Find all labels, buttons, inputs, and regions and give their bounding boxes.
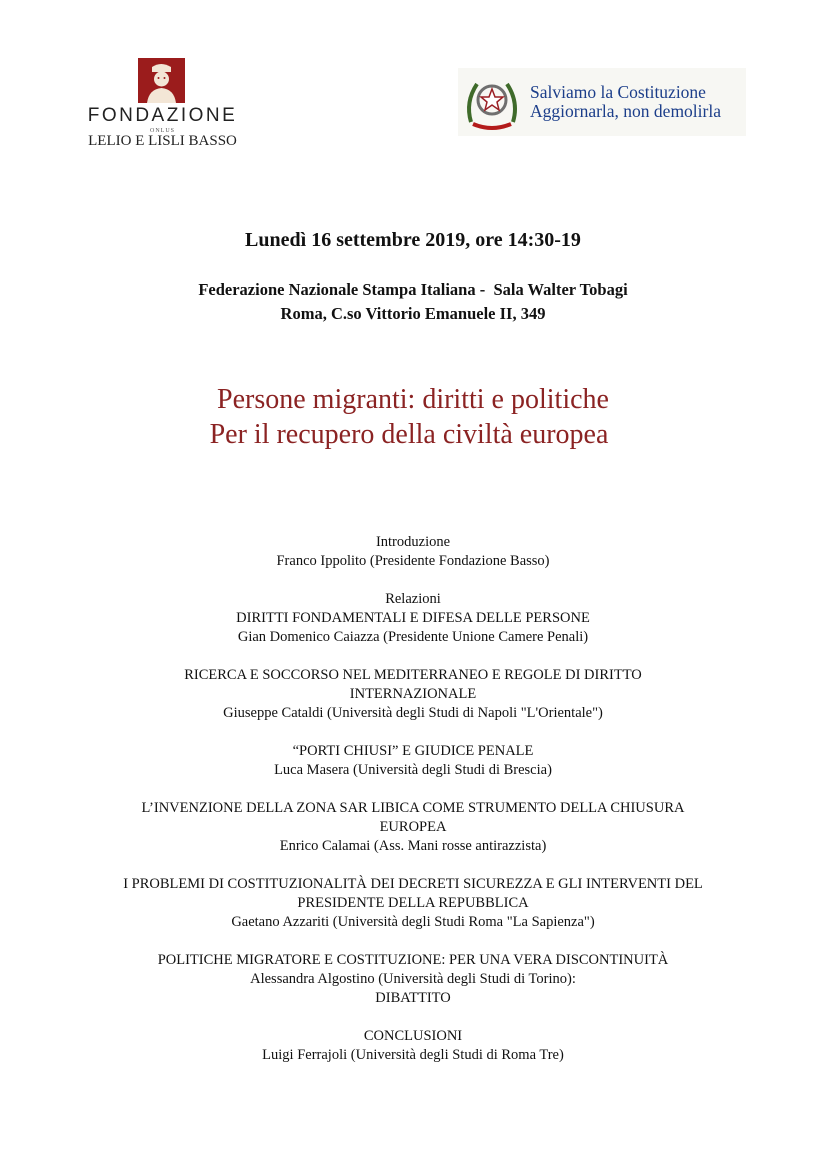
spacer <box>0 856 826 875</box>
program <box>0 533 826 1065</box>
talk1-speaker: Gian Domenico Caiazza (Presidente Unione Camere Penali) <box>237 629 589 645</box>
talk3-title: “PORTI CHIUSI” E GIUDICE PENALE <box>292 743 534 759</box>
salviamo-costituzione-logo <box>458 68 746 136</box>
logo-names-text: LELIO E LISLI BASSO <box>88 133 237 149</box>
event-headline <box>0 382 826 452</box>
spacer <box>0 1008 826 1027</box>
spacer <box>0 571 826 590</box>
talk5-title-line2: PRESIDENTE DELLA REPUBBLICA <box>297 895 529 911</box>
relazioni-label: Relazioni <box>385 591 441 607</box>
talk3-speaker: Luca Masera (Università degli Studi di Brescia) <box>274 762 552 778</box>
spacer <box>0 647 826 666</box>
talk6-speaker: Alessandra Algostino (Università degli Studi di Torino): <box>250 971 576 987</box>
talk4-title-line2: EUROPEA <box>379 819 447 835</box>
fondazione-basso-logo <box>80 55 245 150</box>
intro-label: Introduzione <box>375 534 451 550</box>
talk6-title: POLITICHE MIGRATORE E COSTITUZIONE: PER UNA VERA DISCONTINUITÀ <box>157 952 669 968</box>
headline-line2: Per il recupero della civiltà europea <box>209 419 609 450</box>
dibattito: DIBATTITO <box>375 990 451 1006</box>
conclusions-speaker: Luigi Ferrajoli (Università degli Studi di Roma Tre) <box>262 1047 564 1063</box>
logo-slogan-line1: Salviamo la Costituzione <box>530 82 706 102</box>
talk2-speaker: Giuseppe Cataldi (Università degli Studi di Napoli "L'Orientale") <box>223 705 603 721</box>
portrait-icon <box>138 58 185 103</box>
venue-line2: Roma, C.so Vittorio Emanuele II, 349 <box>280 304 546 323</box>
logo-slogan-line2: Aggiornarla, non demolirla <box>530 101 721 121</box>
logo-foundation-text: FONDAZIONE <box>87 105 238 126</box>
talk5-title-line1: I PROBLEMI DI COSTITUZIONALITÀ DEI DECRETI SICUREZZA E GLI INTERVENTI DEL <box>123 876 703 892</box>
event-venue <box>0 278 826 326</box>
spacer <box>0 723 826 742</box>
logo-onlus-text: ONLUS <box>149 128 175 134</box>
talk1-title: DIRITTI FONDAMENTALI E DIFESA DELLE PERSONE <box>236 610 590 626</box>
event-date-time: Lunedì 16 settembre 2019, ore 14:30-19 <box>245 229 581 251</box>
venue-line1: Federazione Nazionale Stampa Italiana - Sala Walter Tobagi <box>198 280 628 299</box>
intro-speaker: Franco Ippolito (Presidente Fondazione Basso) <box>276 553 550 569</box>
conclusions-label: CONCLUSIONI <box>363 1028 463 1044</box>
talk2-title-line2: INTERNAZIONALE <box>349 686 477 702</box>
italian-emblem-icon <box>461 72 523 134</box>
spacer <box>0 932 826 951</box>
spacer <box>0 780 826 799</box>
talk5-speaker: Gaetano Azzariti (Università degli Studi Roma "La Sapienza") <box>231 914 595 930</box>
talk4-speaker: Enrico Calamai (Ass. Mani rosse antirazzista) <box>279 838 547 854</box>
headline-line1: Persone migranti: diritti e politiche <box>217 384 609 415</box>
talk2-title-line1: RICERCA E SOCCORSO NEL MEDITERRANEO E REGOLE DI DIRITTO <box>184 667 642 683</box>
talk4-title-line1: L’INVENZIONE DELLA ZONA SAR LIBICA COME STRUMENTO DELLA CHIUSURA <box>141 800 685 816</box>
